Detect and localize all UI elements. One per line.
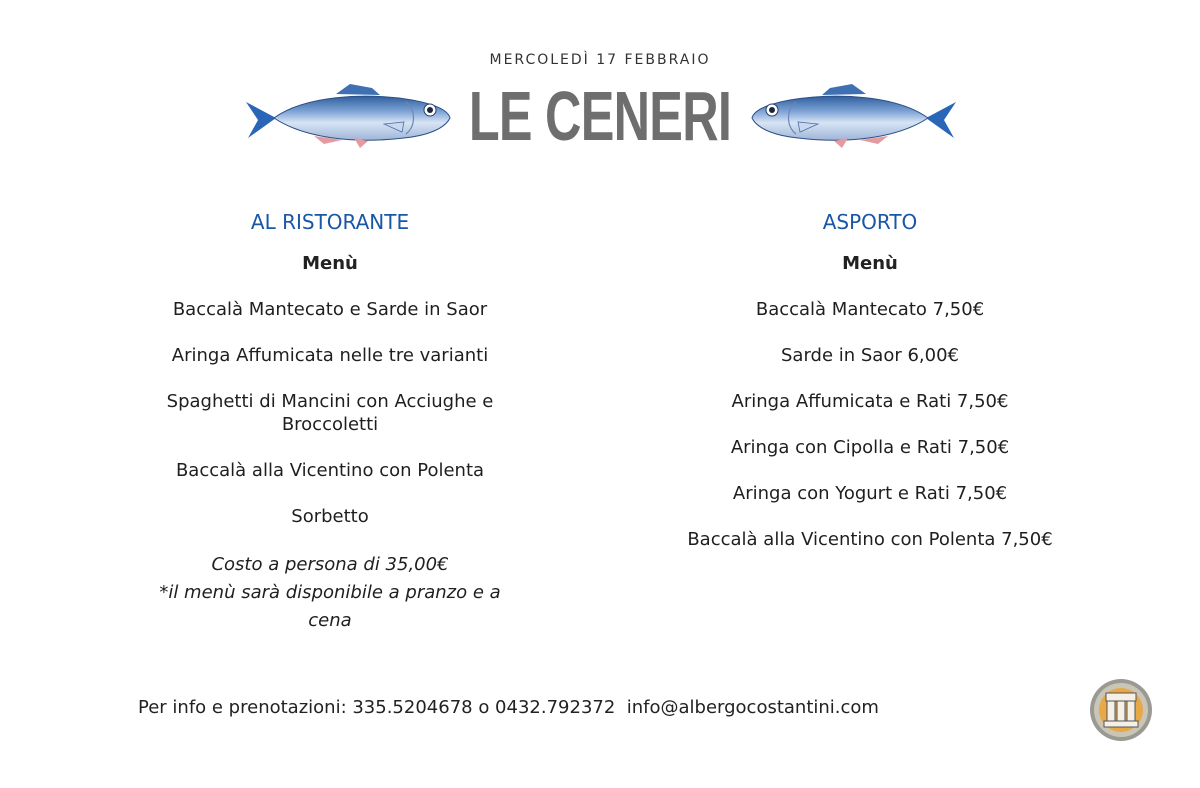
- takeaway-item: Baccalà Mantecato 7,50€: [755, 299, 985, 320]
- hotel-logo-seal: [1088, 677, 1154, 743]
- menu-item: Baccalà Mantecato e Sarde in Saor: [172, 299, 488, 320]
- restaurant-menu-list: [130, 298, 530, 528]
- takeaway-item: Aringa con Cipolla e Rati 7,50€: [730, 437, 1010, 458]
- menu-item: Baccalà alla Vicentino con Polenta: [175, 460, 485, 481]
- restaurant-menu-section: [130, 210, 530, 635]
- date-label: MERCOLEDÌ 17 FEBBRAIO: [489, 52, 711, 68]
- takeaway-item: Sarde in Saor 6,00€: [780, 345, 959, 366]
- takeaway-menu-list: [640, 298, 1100, 551]
- page-title: LE CENERI: [468, 77, 732, 155]
- menu-item: Sorbetto: [291, 506, 369, 527]
- takeaway-item: Baccalà alla Vicentino con Polenta 7,50€: [687, 529, 1053, 550]
- price-note-text: Costo a persona di 35,00€: [211, 554, 449, 575]
- restaurant-heading: AL RISTORANTE: [250, 210, 410, 234]
- fish-icon: [748, 78, 958, 154]
- menu-item: Spaghetti di Mancini con Acciughe e Broccoletti: [166, 391, 494, 435]
- takeaway-item: Aringa con Yogurt e Rati 7,50€: [732, 483, 1008, 504]
- price-note: [130, 551, 530, 635]
- contact-info: Per info e prenotazioni: 335.5204678 o 0432.792372 info@albergocostantini.com: [138, 697, 879, 718]
- takeaway-menu-subheading: Menù: [842, 253, 898, 274]
- takeaway-menu-section: [640, 210, 1100, 574]
- takeaway-heading: ASPORTO: [822, 210, 918, 234]
- menu-item: Aringa Affumicata nelle tre varianti: [171, 345, 489, 366]
- takeaway-item: Aringa Affumicata e Rati 7,50€: [731, 391, 1009, 412]
- availability-note-text: *il menù sarà disponibile a pranzo e a cena: [159, 582, 501, 631]
- restaurant-menu-subheading: Menù: [302, 253, 358, 274]
